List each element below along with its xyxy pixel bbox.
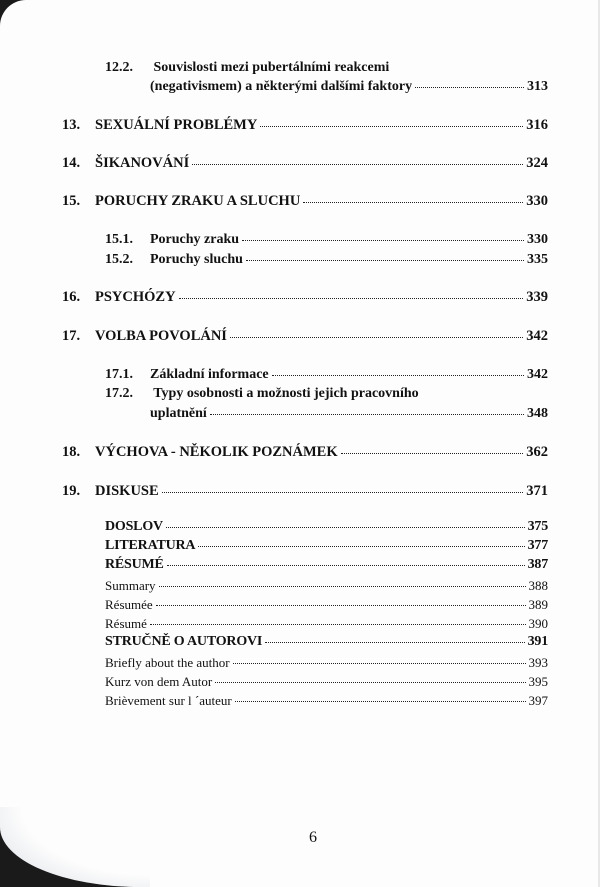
dot-leader bbox=[246, 259, 524, 261]
toc-entry-kurz-von-dem-autor[interactable] bbox=[105, 674, 548, 690]
toc-entry-17-1[interactable] bbox=[105, 367, 548, 383]
entry-page: 339 bbox=[526, 289, 548, 305]
toc-entry-12-2-line1 bbox=[105, 60, 389, 76]
entry-title: DOSLOV bbox=[105, 519, 163, 534]
entry-title: (negativismem) a některými dalšími faktory bbox=[150, 79, 413, 94]
entry-page: 389 bbox=[528, 597, 548, 612]
dot-leader bbox=[303, 201, 523, 203]
entry-page: 342 bbox=[526, 328, 548, 344]
toc-entry-strucne-o-autorovi[interactable] bbox=[105, 634, 548, 650]
entry-title: LITERATURA bbox=[105, 538, 196, 553]
entry-number: 17.1. bbox=[105, 367, 133, 382]
entry-title: VÝCHOVA - NĚKOLIK POZNÁMEK bbox=[95, 444, 338, 460]
dot-leader bbox=[150, 623, 526, 625]
dot-leader bbox=[260, 125, 523, 127]
toc-entry-doslov[interactable] bbox=[105, 519, 548, 535]
toc-entry-15[interactable] bbox=[62, 193, 548, 210]
entry-number: 15. bbox=[62, 193, 81, 209]
entry-title: PSYCHÓZY bbox=[95, 289, 176, 305]
toc-entry-13[interactable] bbox=[62, 117, 548, 134]
entry-title: Briefly about the author bbox=[105, 655, 230, 670]
dot-leader bbox=[235, 700, 526, 702]
entry-title: PORUCHY ZRAKU A SLUCHU bbox=[95, 193, 301, 209]
page-curl-shadow bbox=[0, 807, 150, 887]
page-number: 6 bbox=[309, 829, 317, 846]
dot-leader bbox=[210, 413, 524, 415]
dot-leader bbox=[166, 526, 525, 528]
entry-title: VOLBA POVOLÁNÍ bbox=[95, 328, 227, 344]
entry-number: 17.2. bbox=[105, 386, 133, 401]
toc-entry-15-2[interactable] bbox=[105, 252, 548, 268]
entry-page: 330 bbox=[526, 193, 548, 209]
entry-page: 375 bbox=[527, 519, 548, 534]
entry-page: 342 bbox=[527, 367, 548, 382]
entry-number: 19. bbox=[62, 483, 81, 499]
dot-leader bbox=[415, 86, 524, 88]
entry-title: Summary bbox=[105, 578, 156, 593]
entry-page: 324 bbox=[526, 155, 548, 171]
toc-entry-17-2[interactable] bbox=[150, 406, 548, 422]
dot-leader bbox=[192, 163, 523, 165]
entry-number: 16. bbox=[62, 289, 81, 305]
entry-page: 371 bbox=[526, 483, 548, 499]
entry-title: Résumée bbox=[105, 597, 153, 612]
entry-page: 377 bbox=[527, 538, 548, 553]
entry-number: 12.2. bbox=[105, 60, 133, 75]
entry-title: DISKUSE bbox=[95, 483, 159, 499]
toc-entry-summary[interactable] bbox=[105, 578, 548, 594]
entry-title: Poruchy sluchu bbox=[150, 252, 243, 267]
dot-leader bbox=[215, 681, 525, 683]
entry-title: RÉSUMÉ bbox=[105, 557, 164, 572]
entry-title: STRUČNĚ O AUTOROVI bbox=[105, 634, 263, 649]
entry-page: 316 bbox=[526, 117, 548, 133]
toc-entry-resume-fr[interactable] bbox=[105, 616, 548, 632]
entry-title: Typy osobnosti a možnosti jejich pracovního bbox=[153, 386, 419, 401]
dot-leader bbox=[162, 491, 524, 493]
entry-title: Brièvement sur l ´auteur bbox=[105, 693, 232, 708]
dot-leader bbox=[242, 239, 524, 241]
entry-title: Poruchy zraku bbox=[150, 232, 240, 247]
entry-title: Kurz von dem Autor bbox=[105, 674, 213, 689]
entry-title: Základní informace bbox=[150, 367, 269, 382]
dot-leader bbox=[198, 545, 524, 547]
toc-entry-16[interactable] bbox=[62, 289, 548, 306]
entry-page: 397 bbox=[528, 693, 548, 708]
toc-entry-15-1[interactable] bbox=[105, 232, 548, 248]
entry-page: 362 bbox=[526, 444, 548, 460]
toc-entry-14[interactable] bbox=[62, 155, 548, 172]
entry-number: 15.2. bbox=[105, 252, 133, 267]
entry-title: Résumé bbox=[105, 616, 147, 631]
entry-title: SEXUÁLNÍ PROBLÉMY bbox=[95, 117, 258, 133]
toc-entry-19[interactable] bbox=[62, 483, 548, 500]
dot-leader bbox=[159, 585, 526, 587]
entry-number: 18. bbox=[62, 444, 81, 460]
entry-number: 14. bbox=[62, 155, 81, 171]
dot-leader bbox=[179, 297, 524, 299]
entry-page: 387 bbox=[527, 557, 548, 572]
dot-leader bbox=[167, 564, 525, 566]
toc-entry-brievement-sur-auteur[interactable] bbox=[105, 693, 548, 709]
entry-page: 393 bbox=[528, 655, 548, 670]
dot-leader bbox=[341, 452, 524, 454]
dot-leader bbox=[233, 662, 526, 664]
entry-title: Souvislosti mezi pubertálními reakcemi bbox=[153, 60, 390, 75]
entry-page: 335 bbox=[527, 252, 548, 267]
toc-entry-18[interactable] bbox=[62, 444, 548, 461]
toc-entry-literatura[interactable] bbox=[105, 538, 548, 554]
entry-page: 390 bbox=[528, 616, 548, 631]
entry-page: 348 bbox=[527, 406, 548, 421]
dot-leader bbox=[265, 641, 524, 643]
entry-page: 313 bbox=[527, 79, 548, 94]
toc-entry-12-2[interactable] bbox=[150, 79, 548, 95]
toc-entry-resumee[interactable] bbox=[105, 597, 548, 613]
entry-title: uplatnění bbox=[150, 406, 207, 421]
entry-page: 391 bbox=[527, 634, 548, 649]
entry-page: 388 bbox=[528, 578, 548, 593]
dot-leader bbox=[230, 336, 523, 338]
entry-number: 17. bbox=[62, 328, 81, 344]
entry-title: ŠIKANOVÁNÍ bbox=[95, 155, 190, 171]
dot-leader bbox=[272, 374, 524, 376]
toc-entry-resume-cz[interactable] bbox=[105, 557, 548, 573]
entry-page: 330 bbox=[527, 232, 548, 247]
toc-entry-briefly-about-author[interactable] bbox=[105, 655, 548, 671]
entry-number: 15.1. bbox=[105, 232, 133, 247]
toc-entry-17-2-line1 bbox=[105, 386, 419, 402]
dot-leader bbox=[156, 604, 526, 606]
toc-entry-17[interactable] bbox=[62, 328, 548, 345]
entry-page: 395 bbox=[528, 674, 548, 689]
entry-number: 13. bbox=[62, 117, 81, 133]
